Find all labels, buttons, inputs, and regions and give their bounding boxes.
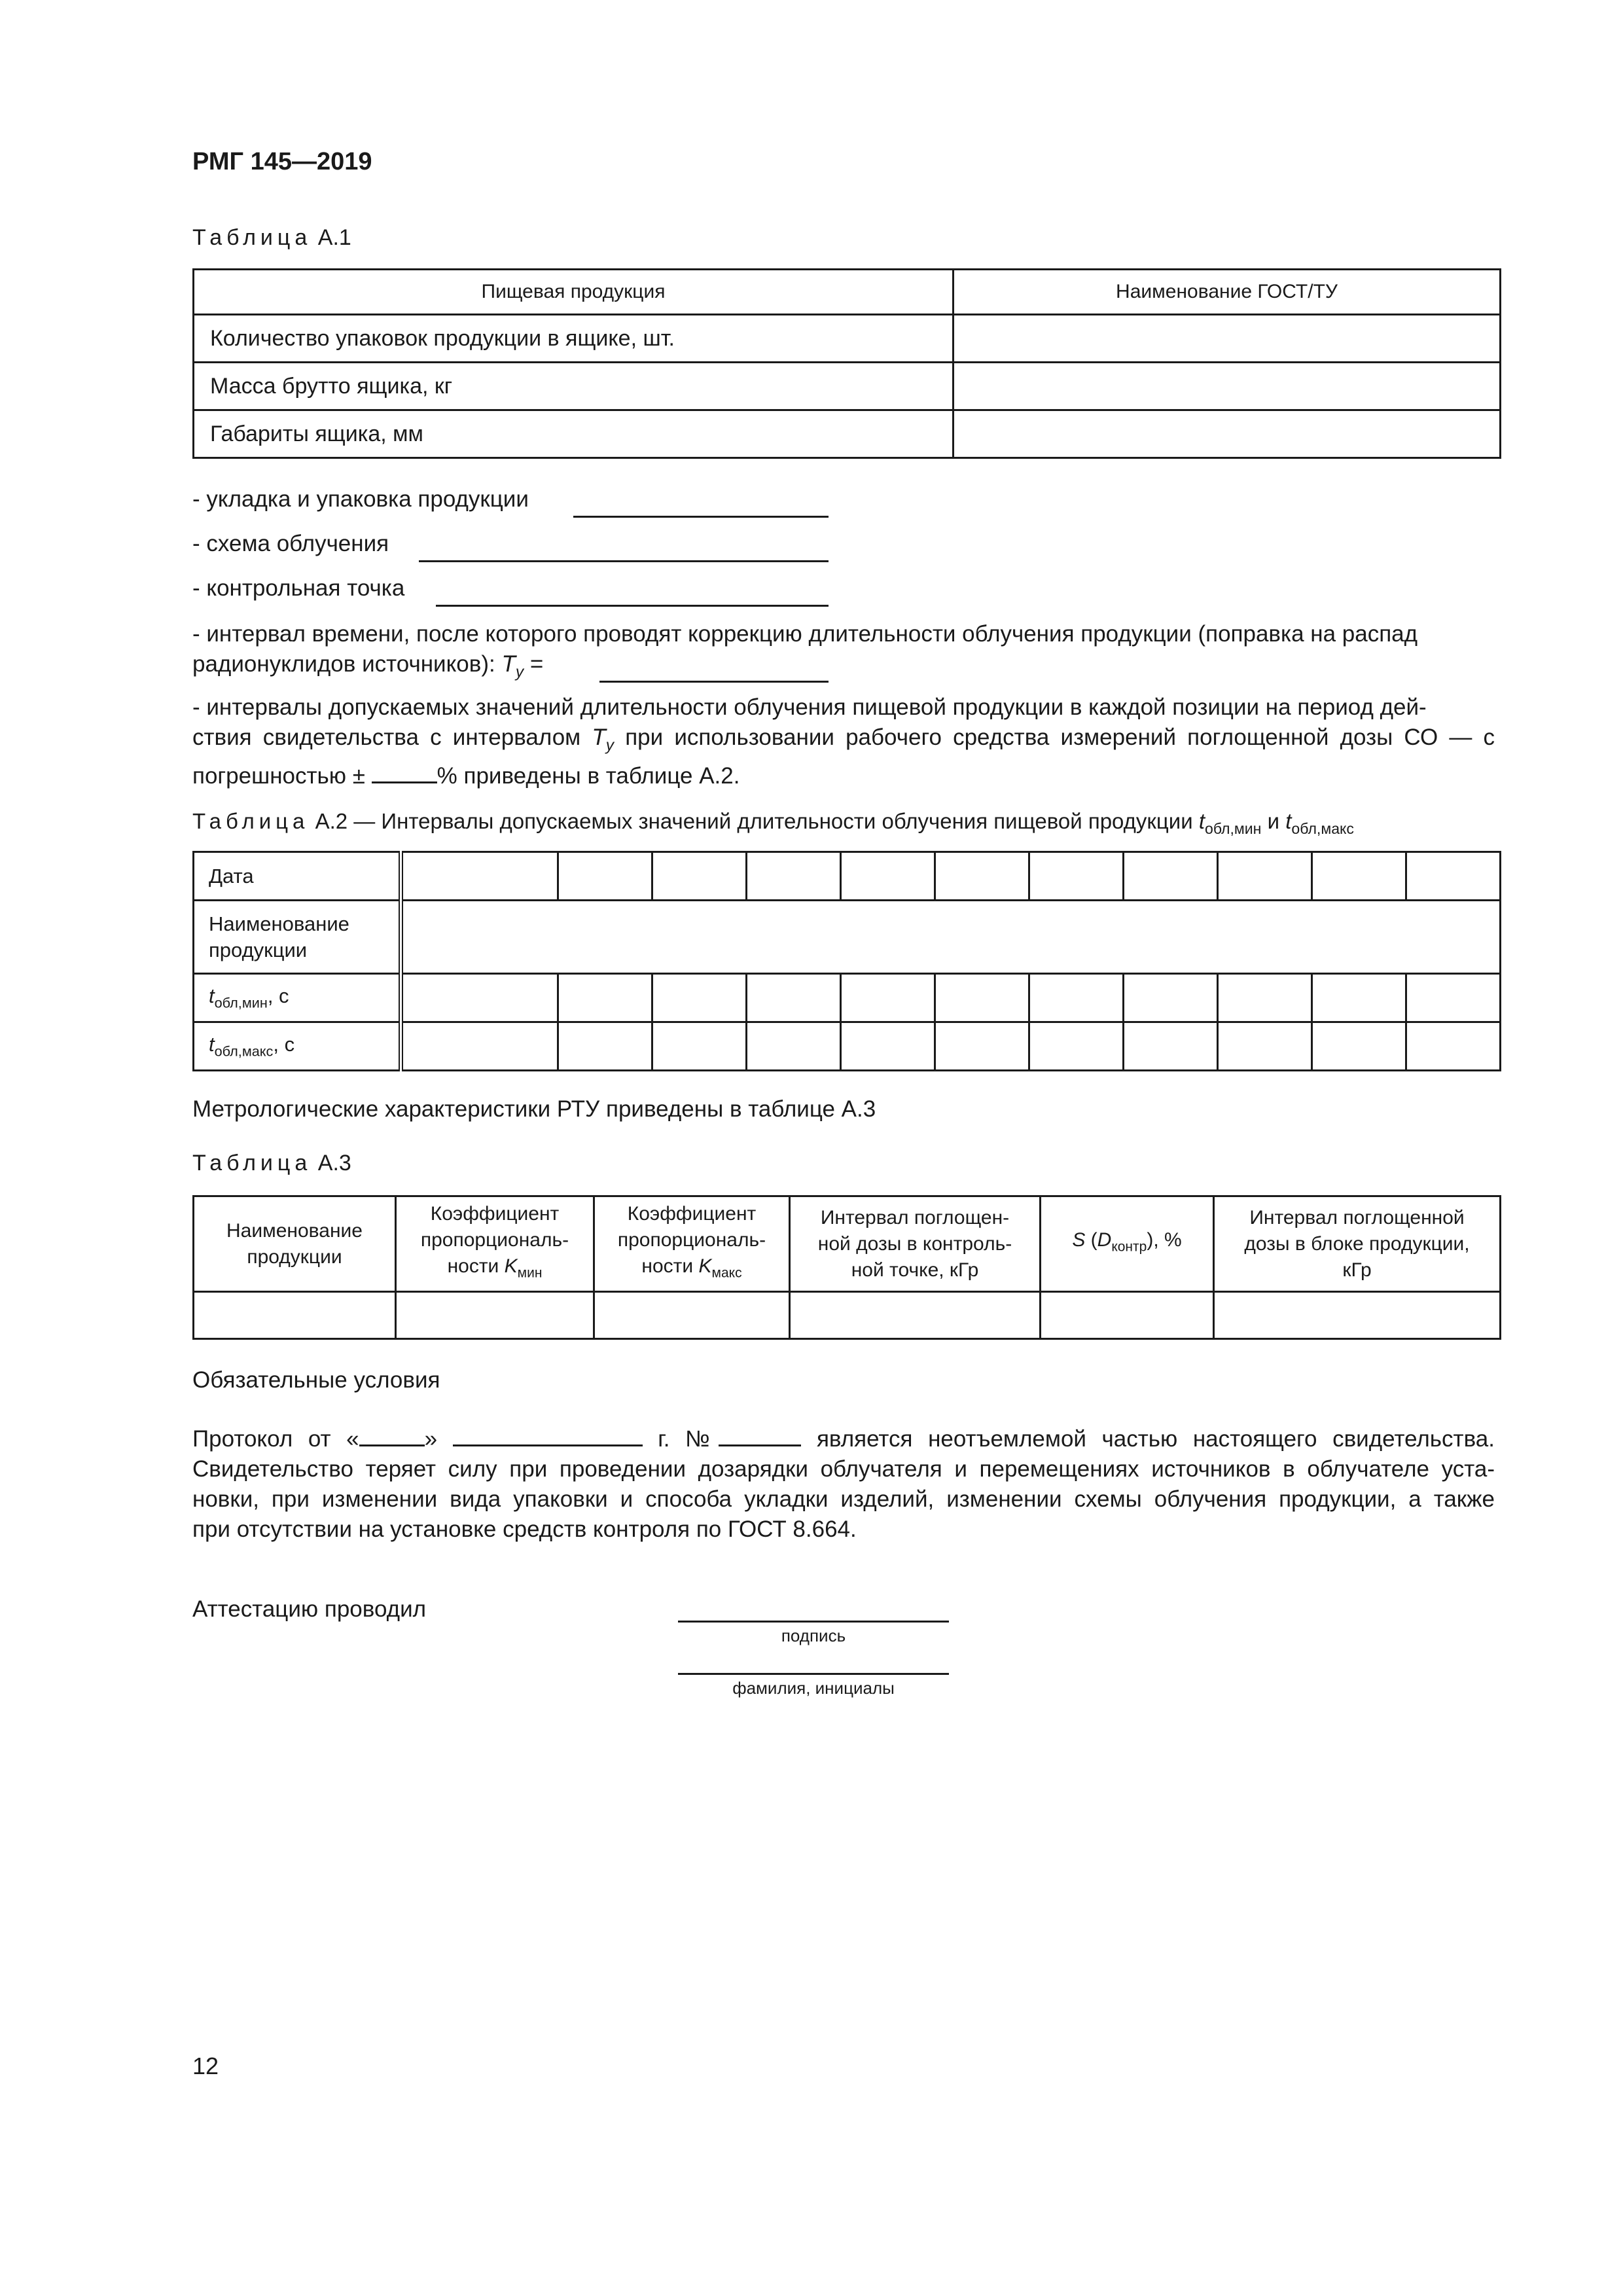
table-cell-empty	[841, 1022, 935, 1071]
table-cell-empty	[841, 852, 935, 901]
fill-line-control-point	[436, 585, 829, 607]
fill-line-scheme	[419, 541, 829, 562]
table-cell-empty	[396, 1292, 594, 1339]
document-code: РМГ 145—2019	[192, 148, 372, 175]
paren-close: ), %	[1147, 1229, 1182, 1251]
table-cell-empty	[1218, 974, 1312, 1022]
symbol-sub: обл,макс	[214, 1043, 274, 1060]
table-cell-empty	[1124, 852, 1218, 901]
table-a2-row-tmax	[194, 1022, 1501, 1071]
table-cell-empty	[747, 974, 841, 1022]
item-ranges-line2a: ствия свидетельства с интервалом	[192, 725, 581, 750]
table-cell-empty	[1218, 852, 1312, 901]
paren-open: (	[1085, 1229, 1097, 1251]
table-cell-empty	[558, 1022, 652, 1071]
name-line	[678, 1673, 949, 1675]
table-a3-header-kmax	[594, 1196, 790, 1292]
table-a3-h2-line: Коэффициент	[430, 1203, 560, 1225]
item-interval-line2-text: радионуклидов источников):	[192, 651, 495, 677]
table-a2-label-date: Дата	[194, 852, 401, 901]
protocol-line2: Свидетельство теряет силу при проведении дозарядки облучателя и перемещениях источников в облучателе уста-	[192, 1456, 1495, 1482]
fill-line-number	[719, 1426, 801, 1446]
table-a3-h3-line	[595, 1253, 789, 1286]
table-a1-caption-word: Таблица	[192, 225, 312, 250]
symbol-sub: обл,макс	[1291, 820, 1354, 838]
table-cell-empty	[1218, 1022, 1312, 1071]
table-a1-header-row	[194, 270, 1501, 315]
table-a3-h2-line	[397, 1253, 593, 1286]
table-a1-caption	[192, 225, 351, 251]
table-a1-row-label: Габариты ящика, мм	[194, 410, 954, 458]
table-a2	[192, 851, 1501, 1071]
item-ranges-line2	[192, 723, 1495, 761]
symbol-sub: контр	[1111, 1239, 1147, 1255]
symbol-t: t	[209, 984, 215, 1007]
item-interval-line2	[192, 649, 1495, 688]
table-a3-h6-line: Интервал поглощенной	[1249, 1206, 1465, 1229]
page-number: 12	[192, 2053, 219, 2079]
table-a2-caption-word: Таблица	[192, 809, 310, 833]
table-a3-header-row	[194, 1196, 1501, 1292]
item-packing-text: - укладка и упаковка продукции	[192, 486, 529, 512]
unit-text: , с	[273, 1032, 295, 1056]
symbol-t: t	[1198, 809, 1205, 833]
symbol-t: t	[209, 1032, 215, 1056]
table-a3-header-block-dose	[1214, 1196, 1501, 1292]
table-a2-row-tmin	[194, 974, 1501, 1022]
symbol-t: T	[592, 725, 606, 750]
protocol-text: Протокол от «	[192, 1426, 359, 1452]
item-interval	[192, 619, 1495, 688]
table-cell-empty	[935, 974, 1029, 1022]
table-cell-empty	[1406, 852, 1501, 901]
attestation-label: Аттестацию проводил	[192, 1596, 427, 1622]
symbol-t: t	[1285, 809, 1292, 833]
table-a1-row-label: Количество упаковок продукции в ящике, шт.	[194, 315, 954, 363]
signature-line	[678, 1621, 949, 1623]
table-a2-label-tmax	[194, 1022, 401, 1071]
table-cell-empty	[1406, 1022, 1501, 1071]
table-a3-h2-line: пропорциональ-	[420, 1229, 569, 1251]
item-ranges-line3a: погрешностью ±	[192, 762, 365, 789]
protocol-line1	[192, 1424, 1495, 1454]
item-ranges-line2b: при использовании рабочего средства измерений поглощенной дозы СО — с	[625, 725, 1495, 750]
table-cell-empty	[954, 315, 1501, 363]
table-a1-header-product: Пищевая продукция	[194, 270, 954, 315]
table-cell-empty	[401, 1022, 558, 1071]
table-cell-empty	[1041, 1292, 1214, 1339]
table-a1-header-gost: Наименование ГОСТ/ТУ	[954, 270, 1501, 315]
table-cell-empty	[594, 1292, 790, 1339]
table-cell-empty	[401, 901, 1501, 974]
table-cell-empty	[194, 1292, 396, 1339]
table-row	[194, 363, 1501, 410]
table-a3-h3-line: Коэффициент	[627, 1203, 757, 1225]
table-a3-header-product	[194, 1196, 396, 1292]
equals-sign: =	[524, 651, 544, 677]
table-cell-empty	[1029, 1022, 1124, 1071]
table-cell-empty	[1312, 852, 1406, 901]
table-cell-empty	[954, 410, 1501, 458]
table-a3-h1-line: Наименование	[226, 1219, 363, 1242]
symbol-sub: мин	[517, 1265, 543, 1281]
table-cell-empty	[401, 852, 558, 901]
table-a3-caption	[192, 1151, 351, 1176]
symbol-d: D	[1097, 1229, 1112, 1251]
item-scheme-text: - схема облучения	[192, 531, 389, 556]
item-ranges-line3	[192, 761, 1495, 791]
symbol-sub: y	[605, 736, 615, 755]
fill-line-day	[359, 1426, 425, 1446]
table-a3-h6-line: дозы в блоке продукции,	[1244, 1232, 1470, 1255]
protocol-line3: новки, при изменении вида упаковки и способа укладки изделий, изменении схемы облучения продукции, а также	[192, 1486, 1495, 1512]
table-cell-empty	[1406, 974, 1501, 1022]
table-a2-row-date	[194, 852, 1501, 901]
protocol-text: г. №	[658, 1426, 719, 1452]
item-control-point-text: - контрольная точка	[192, 575, 405, 601]
name-caption: фамилия, инициалы	[732, 1678, 895, 1698]
item-control-point	[192, 573, 404, 603]
item-ranges-line1: - интервалы допускаемых значений длительности облучения пищевой продукции в каждой позиции на период дей-	[192, 694, 1427, 720]
symbol-sub: обл,мин	[1204, 820, 1262, 838]
symbol-k: K	[698, 1255, 712, 1278]
table-cell-empty	[1029, 852, 1124, 901]
table-cell-empty	[841, 974, 935, 1022]
table-cell-empty	[935, 852, 1029, 901]
fill-line-error	[372, 763, 437, 783]
table-cell-empty	[935, 1022, 1029, 1071]
table-a2-caption-rest: А.2 — Интервалы допускаемых значений длительности облучения пищевой продукции	[315, 809, 1193, 833]
table-a3-caption-word: Таблица	[192, 1151, 312, 1175]
protocol-text: является неотъемлемой частью настоящего свидетельства.	[816, 1426, 1495, 1452]
table-a3-header-control-dose	[790, 1196, 1041, 1292]
metro-text: Метрологические характеристики РТУ приведены в таблице А.3	[192, 1096, 876, 1122]
table-a3-h3-line: пропорциональ-	[617, 1229, 766, 1251]
symbol-sub: y	[515, 663, 524, 681]
symbol-sub: обл,мин	[214, 994, 268, 1011]
table-cell-empty	[558, 974, 652, 1022]
fill-line-month-year	[453, 1426, 643, 1446]
table-cell-empty	[401, 974, 558, 1022]
conjunction-text: и	[1261, 809, 1286, 833]
signature-caption: подпись	[781, 1626, 846, 1645]
protocol-text: »	[424, 1426, 438, 1452]
symbol-k: K	[504, 1255, 518, 1278]
table-cell-empty	[652, 852, 747, 901]
item-ranges-line3b: % приведены в таблице А.2.	[437, 762, 740, 789]
table-a2-row-name	[194, 901, 1501, 974]
unit-text: , с	[267, 984, 289, 1007]
table-cell-empty	[558, 852, 652, 901]
table-a2-caption	[192, 809, 1501, 838]
table-a2-label-name	[194, 901, 401, 974]
table-a3-h1-line: продукции	[247, 1246, 342, 1268]
item-ranges	[192, 692, 1495, 791]
table-a1-caption-num: А.1	[317, 225, 351, 250]
table-a3-h6-line: кГр	[1342, 1259, 1372, 1281]
protocol-line4: при отсутствии на установке средств контроля по ГОСТ 8.664.	[192, 1516, 857, 1542]
table-a1	[192, 268, 1501, 459]
table-a3-caption-num: А.3	[317, 1151, 351, 1175]
table-a3	[192, 1195, 1501, 1340]
table-a3-h4-line: Интервал поглощен-	[820, 1206, 1010, 1229]
table-cell-empty	[790, 1292, 1041, 1339]
table-cell-empty	[652, 974, 747, 1022]
table-a2-label-name-2: продукции	[209, 938, 308, 961]
table-row	[194, 410, 1501, 458]
table-cell-empty	[747, 852, 841, 901]
item-interval-line1: - интервал времени, после которого проводят коррекцию длительности облучения продукции (поправка на распад	[192, 621, 1418, 647]
table-a3-header-kmin	[396, 1196, 594, 1292]
mandatory-title: Обязательные условия	[192, 1367, 440, 1393]
table-a2-label-tmin	[194, 974, 401, 1022]
symbol-s: S	[1072, 1229, 1086, 1251]
table-a2-label-name-1: Наименование	[209, 912, 349, 935]
item-packing	[192, 484, 529, 514]
table-cell-empty	[1312, 974, 1406, 1022]
table-a3-h4-line: ной дозы в контроль-	[817, 1232, 1012, 1255]
fill-line-interval	[599, 661, 829, 683]
item-scheme	[192, 529, 389, 559]
table-a3-h4-line: ной точке, кГр	[851, 1259, 979, 1281]
table-a3-h3-text: ности	[641, 1255, 694, 1278]
table-cell-empty	[1312, 1022, 1406, 1071]
table-a3-header-s	[1041, 1196, 1214, 1292]
table-a3-h2-text: ности	[447, 1255, 499, 1278]
symbol-t: T	[501, 651, 516, 677]
table-row	[194, 1292, 1501, 1339]
protocol-paragraph	[192, 1424, 1495, 1545]
table-cell-empty	[1124, 1022, 1218, 1071]
table-cell-empty	[1029, 974, 1124, 1022]
table-cell-empty	[747, 1022, 841, 1071]
table-row	[194, 315, 1501, 363]
symbol-sub: макс	[711, 1265, 742, 1281]
table-cell-empty	[1124, 974, 1218, 1022]
table-cell-empty	[652, 1022, 747, 1071]
table-cell-empty	[1214, 1292, 1501, 1339]
fill-line-packing	[573, 496, 829, 518]
table-a1-row-label: Масса брутто ящика, кг	[194, 363, 954, 410]
table-cell-empty	[954, 363, 1501, 410]
